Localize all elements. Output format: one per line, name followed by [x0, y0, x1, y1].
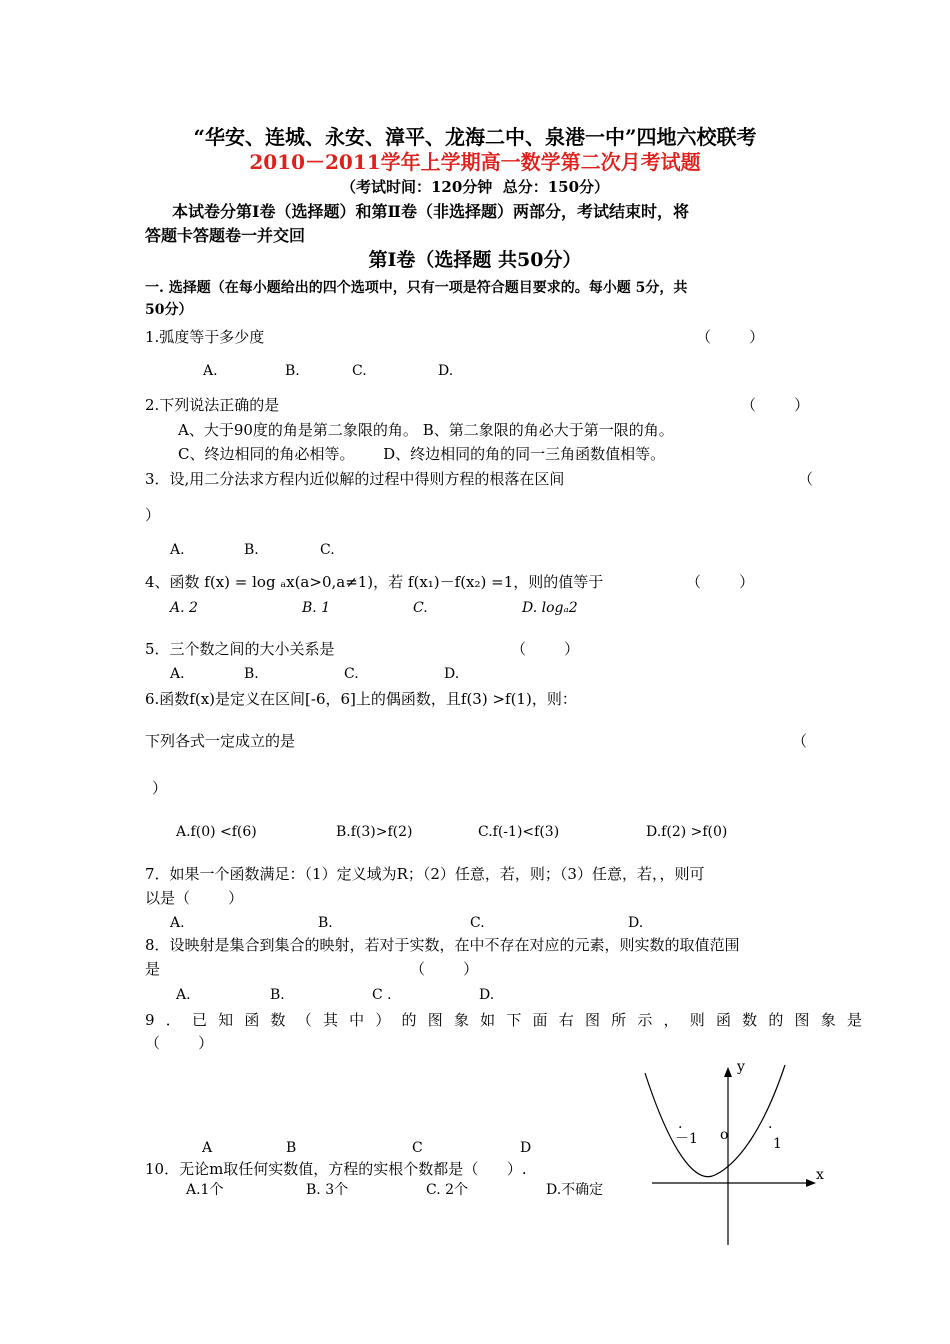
q5-option-d: D. [444, 666, 460, 682]
y-axis-arrow [724, 1067, 732, 1077]
q4-option-c: C. [413, 600, 428, 616]
q9-option-a: A [202, 1140, 213, 1156]
q6-option-d: D.f(2) >f(0) [646, 824, 728, 840]
q3-option-c: C. [320, 542, 335, 558]
q9-option-c: C [412, 1140, 423, 1156]
q7-option-d: D. [628, 915, 644, 931]
q7-option-b: B. [318, 915, 333, 931]
y-axis-label: y [737, 1059, 745, 1075]
pos-one-label: 1 [773, 1136, 782, 1152]
title-line3: （考试时间：120分钟 总分：150分） [340, 178, 610, 196]
q4-option-a: A. 2 [170, 600, 198, 616]
q9-stem: 9．已知函数（其中）的图象如下面右图所示，则函数的图象是 [145, 1011, 874, 1029]
intro-line2: 答题卡答题卷一并交回 [145, 226, 306, 245]
q7-option-a: A. [170, 915, 185, 931]
q9-answer-paren: （ ） [145, 1034, 214, 1052]
q2-options-cd: C、终边相同的角必相等。 D、终边相同的角的同一三角函数值相等。 [178, 445, 666, 463]
q6-stem2: 下列各式一定成立的是 [145, 732, 296, 750]
q8-option-b: B. [270, 987, 285, 1003]
q1-option-b: B. [285, 363, 300, 379]
q6-option-c: C.f(-1)<f(3) [478, 824, 560, 840]
title-line2: 2010－2011学年上学期高一数学第二次月考试题 [249, 150, 701, 174]
q1-option-d: D. [438, 363, 454, 379]
q6-stem: 6.函数f(x)是定义在区间[-6，6]上的偶函数，且f(3) >f(1)，则： [145, 690, 577, 708]
q10-option-d: D.不确定 [546, 1182, 604, 1198]
q8-option-a: A. [176, 987, 191, 1003]
q1-option-c: C. [352, 363, 367, 379]
q7-stem2: 以是（ ） [145, 889, 244, 907]
q10-option-b: B. 3个 [306, 1182, 349, 1198]
q6-paren-close: ） [152, 779, 168, 797]
q4-option-d: D. logₐ2 [522, 600, 578, 616]
q10-stem: 10．无论m取任何实数值，方程的实根个数都是（ ）. [145, 1160, 527, 1178]
q1-stem: 1.弧度等于多少度 [145, 328, 265, 346]
q9-function-graph [640, 1055, 840, 1250]
q7-option-c: C. [470, 915, 485, 931]
q8-stem2: 是 [145, 960, 161, 978]
q6-paren-open: （ [792, 732, 808, 750]
q3-option-a: A. [170, 542, 185, 558]
function-curve [645, 1065, 785, 1177]
q3-paren-open: （ [798, 470, 814, 488]
q5-stem: 5．三个数之间的大小关系是 [145, 640, 335, 658]
q3-option-b: B. [244, 542, 259, 558]
x-axis-label: x [816, 1167, 824, 1183]
origin-label: o [720, 1127, 729, 1143]
q9-option-b: B [286, 1140, 297, 1156]
q4-answer-paren: （ ） [686, 573, 755, 591]
q5-option-a: A. [170, 666, 185, 682]
q8-stem: 8．设映射是集合到集合的映射，若对于实数，在中不存在对应的元素，则实数的取值范围 [145, 936, 740, 954]
intro-line1: 本试卷分第Ⅰ卷（选择题）和第Ⅱ卷（非选择题）两部分，考试结束时，将 [172, 202, 689, 221]
title-line1: “华安、连城、永安、漳平、龙海二中、泉港一中”四地六校联考 [193, 125, 757, 149]
q5-option-b: B. [244, 666, 259, 682]
pos-one-dot: . [768, 1116, 773, 1132]
q3-paren-close: ） [145, 506, 161, 524]
instructions-line1: 一. 选择题（在每小题给出的四个选项中，只有一项是符合题目要求的。每小题 5分，共 [145, 280, 688, 296]
q6-option-b: B.f(3)>f(2) [336, 824, 413, 840]
q2-stem: 2.下列说法正确的是 [145, 396, 280, 414]
q5-option-c: C. [344, 666, 359, 682]
q5-answer-paren: （ ） [511, 640, 580, 658]
q1-option-a: A. [203, 363, 218, 379]
q9-option-d: D [520, 1140, 532, 1156]
q2-answer-paren: （ ） [741, 396, 810, 414]
section-title: 第Ⅰ卷（选择题 共50分） [368, 249, 582, 271]
x-axis-arrow [806, 1179, 816, 1187]
instructions-line2: 50分） [145, 302, 193, 318]
q3-stem: 3．设,用二分法求方程内近似解的过程中得则方程的根落在区间 [145, 470, 565, 488]
q8-option-d: D. [479, 987, 495, 1003]
q10-option-a: A.1个 [186, 1182, 224, 1198]
q2-options-ab: A、大于90度的角是第二象限的角。 B、第二象限的角必大于第一限的角。 [178, 421, 674, 439]
q8-answer-paren: （ ） [410, 960, 479, 978]
q1-answer-paren: （ ） [696, 328, 765, 346]
q4-stem: 4、函数 f(x) = log ₐx(a>0,a≠1)，若 f(x₁)－f(x₂) =1，则的值等于 [145, 573, 604, 591]
q8-option-c: C . [372, 987, 392, 1003]
q4-option-b: B. 1 [302, 600, 331, 616]
q10-option-c: C. 2个 [426, 1182, 469, 1198]
q6-option-a: A.f(0) <f(6) [176, 824, 257, 840]
q7-stem: 7．如果一个函数满足：（1）定义域为R；（2）任意，若，则；（3）任意，若，，则可 [145, 865, 705, 883]
neg-one-dot: . [678, 1116, 683, 1132]
neg-one-label: －1 [675, 1131, 698, 1147]
